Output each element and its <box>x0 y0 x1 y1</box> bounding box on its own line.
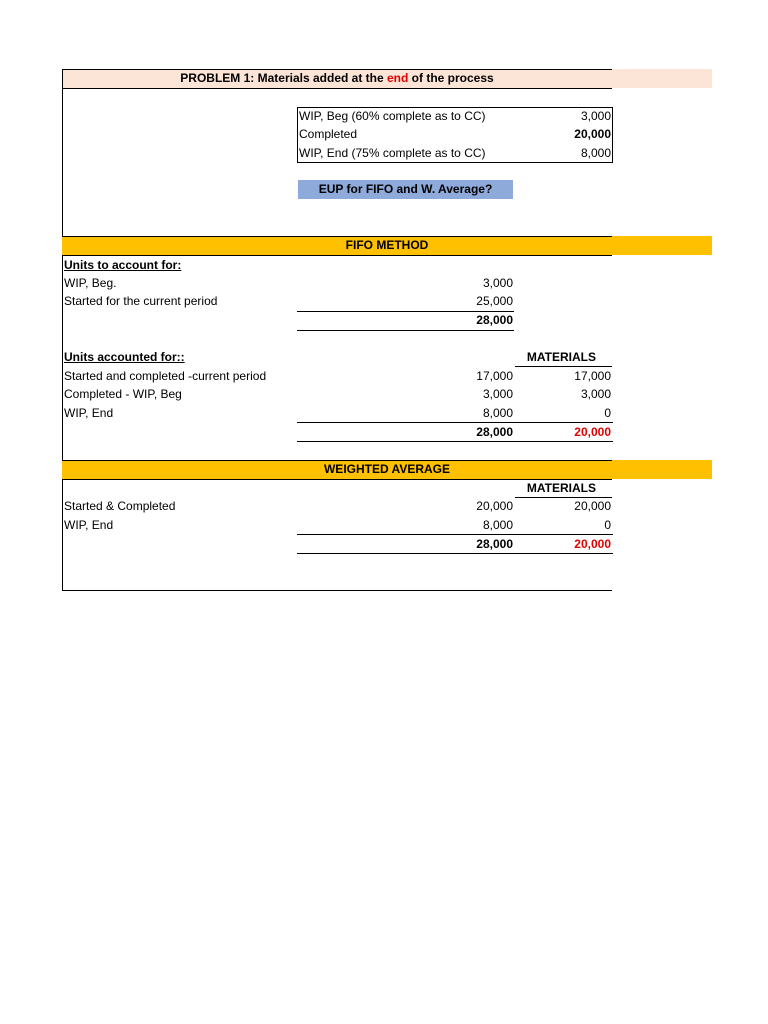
weighted-materials: 0 <box>604 518 611 532</box>
to-account-value: 3,000 <box>482 276 513 290</box>
to-account-label: Started for the current period <box>64 294 218 308</box>
weighted-heading: WEIGHTED AVERAGE <box>323 462 450 476</box>
weighted-units: 8,000 <box>482 518 513 532</box>
given-label: WIP, End (75% complete as to CC) <box>299 146 486 160</box>
weighted-units: 20,000 <box>476 499 513 513</box>
to-account-heading: Units to account for: <box>64 258 182 272</box>
accounted-units: 3,000 <box>482 387 513 401</box>
accounted-label: Started and completed -current period <box>64 369 267 383</box>
accounted-heading: Units accounted for:: <box>64 350 185 364</box>
to-account-label: WIP, Beg. <box>64 276 117 290</box>
to-account-total: 28,000 <box>476 313 513 327</box>
fifo-materials-header: MATERIALS <box>526 350 596 364</box>
problem-title <box>62 69 612 87</box>
given-box-right <box>612 107 613 163</box>
question-text: EUP for FIFO and W. Average? <box>318 182 493 196</box>
weighted-label: Started & Completed <box>64 499 176 513</box>
bottom-border <box>62 590 612 591</box>
given-value: 20,000 <box>574 127 611 141</box>
problem-title-suffix: of the process <box>408 71 494 85</box>
given-label: Completed <box>299 127 358 141</box>
given-box-left <box>297 107 298 163</box>
accounted-materials: 0 <box>604 406 611 420</box>
weighted-materials: 20,000 <box>574 499 611 513</box>
accounted-units: 8,000 <box>482 406 513 420</box>
problem-title-prefix: PROBLEM 1: Materials added at the <box>180 71 387 85</box>
fifo-total-materials: 20,000 <box>574 425 611 439</box>
to-account-total-underline <box>297 330 514 331</box>
problem-title-highlight: end <box>387 71 409 85</box>
weighted-materials-header: MATERIALS <box>526 481 596 495</box>
accounted-materials: 17,000 <box>574 369 611 383</box>
given-value: 3,000 <box>580 109 611 123</box>
accounted-label: WIP, End <box>64 406 114 420</box>
weighted-total-materials: 20,000 <box>574 537 611 551</box>
left-border <box>62 69 63 591</box>
fifo-heading: FIFO METHOD <box>345 238 429 252</box>
fifo-total-underline <box>297 441 613 442</box>
accounted-materials: 3,000 <box>580 387 611 401</box>
fifo-total-units: 28,000 <box>476 425 513 439</box>
weighted-label: WIP, End <box>64 518 114 532</box>
given-box-bottom <box>297 162 613 163</box>
weighted-total-units: 28,000 <box>476 537 513 551</box>
given-label: WIP, Beg (60% complete as to CC) <box>299 109 486 123</box>
weighted-total-underline <box>297 553 613 554</box>
accounted-units: 17,000 <box>476 369 513 383</box>
title-bottom-border <box>62 88 612 89</box>
given-value: 8,000 <box>580 146 611 160</box>
to-account-value: 25,000 <box>476 294 513 308</box>
accounted-label: Completed - WIP, Beg <box>64 387 182 401</box>
